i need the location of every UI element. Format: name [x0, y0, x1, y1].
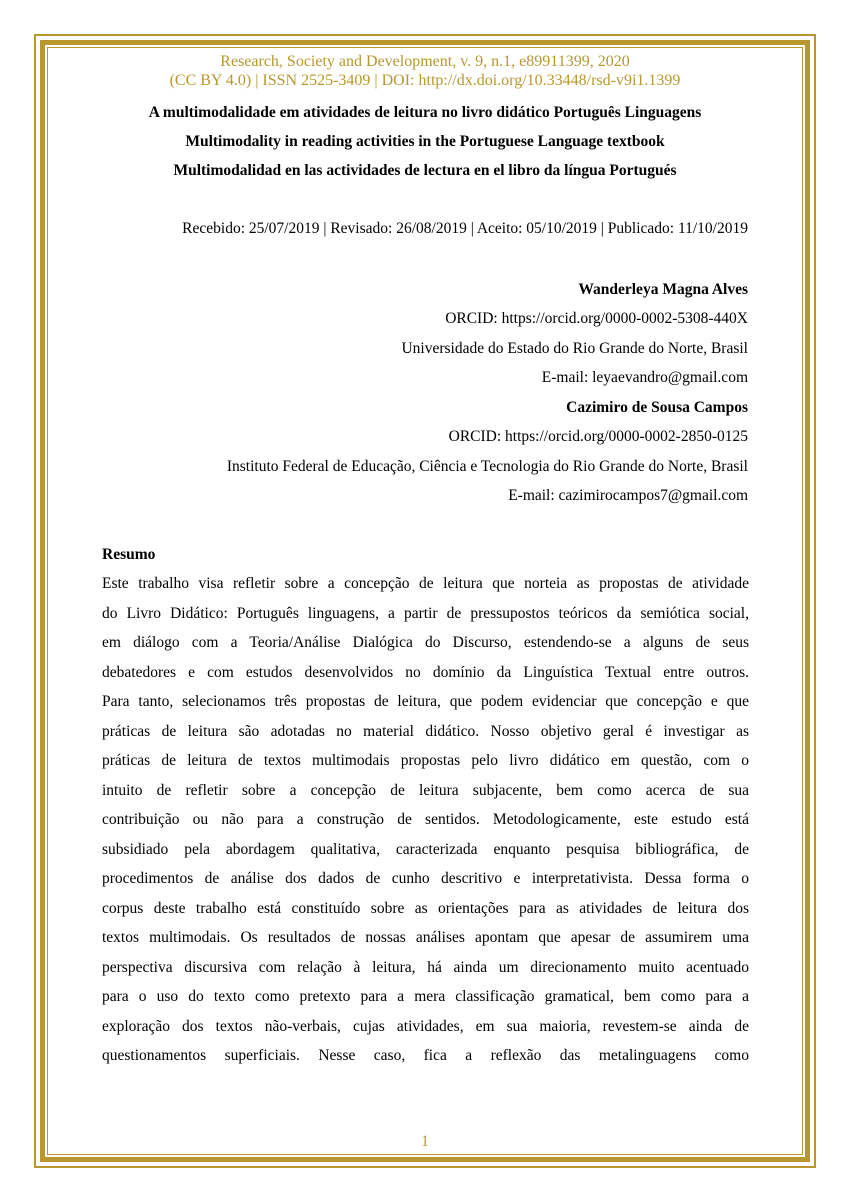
abstract-line: subsidiado pela abordagem qualitativa, caracterizada enquanto pesquisa bibliográfica, de	[102, 840, 749, 858]
author-1-affiliation: Universidade do Estado do Rio Grande do Norte, Brasil	[401, 340, 748, 357]
author-2-email: E-mail: cazimirocampos7@gmail.com	[508, 487, 748, 504]
author-2-orcid: ORCID: https://orcid.org/0000-0002-2850-0125	[448, 428, 748, 445]
abstract-line: do Livro Didático: Português linguagens, a partir de pressupostos teóricos da semiótica social,	[102, 604, 749, 622]
abstract-line: práticas de leitura de textos multimodais propostas pelo livro didático em questão, com o	[102, 752, 749, 769]
author-1-name: Wanderleya Magna Alves	[578, 281, 748, 298]
abstract-line: debatedores e com estudos desenvolvidos no domínio da Linguística Textual entre outros.	[102, 663, 749, 681]
abstract-line: para o uso do texto como pretexto para a mera classificação gramatical, bem como para a	[102, 988, 749, 1005]
title-portuguese: A multimodalidade em atividades de leitura no livro didático Português Linguagens	[148, 104, 702, 121]
abstract-line: textos multimodais. Os resultados de nossas análises apontam que apesar de assumirem uma	[102, 929, 749, 946]
author-2-name: Cazimiro de Sousa Campos	[566, 399, 748, 416]
abstract-line: contribuição ou não para a construção de sentidos. Metodologicamente, este estudo está	[102, 811, 749, 828]
abstract-line: Para tanto, selecionamos três propostas de leitura, que podem evidenciar que concepção e que	[102, 693, 749, 710]
journal-header-line2: (CC BY 4.0) | ISSN 2525-3409 | DOI: http://dx.doi.org/10.33448/rsd-v9i1.1399	[169, 72, 681, 89]
abstract-line: práticas de leitura são adotadas no material didático. Nosso objetivo geral é investigar as	[102, 722, 749, 740]
abstract-body	[102, 569, 749, 1071]
abstract-heading: Resumo	[102, 546, 156, 563]
title-spanish: Multimodalidad en las actividades de lectura en el libro da língua Portugués	[173, 162, 677, 179]
page-number: 1	[421, 1133, 429, 1150]
abstract-line: Este trabalho visa refletir sobre a concepção de leitura que norteia as propostas de atividade	[102, 575, 749, 592]
author-1-orcid: ORCID: https://orcid.org/0000-0002-5308-440X	[445, 310, 748, 327]
abstract-line: intuito de refletir sobre a concepção de leitura subjacente, bem como acerca de sua	[102, 781, 749, 799]
title-english: Multimodality in reading activities in the Portuguese Language textbook	[185, 133, 665, 150]
author-1-email: E-mail: leyaevandro@gmail.com	[541, 369, 748, 386]
abstract-line: perspectiva discursiva com relação à leitura, há ainda um direcionamento muito acentuado	[102, 958, 749, 976]
abstract-line: corpus deste trabalho está constituído sobre as orientações para as atividades de leitura dos	[102, 899, 749, 917]
submission-dates: Recebido: 25/07/2019 | Revisado: 26/08/2019 | Aceito: 05/10/2019 | Publicado: 11/10/2019	[182, 220, 748, 237]
abstract-line: exploração dos textos não-verbais, cujas atividades, em sua maioria, revestem-se ainda de	[102, 1017, 749, 1035]
journal-header-line1: Research, Society and Development, v. 9, n.1, e89911399, 2020	[220, 53, 630, 70]
author-2-affiliation: Instituto Federal de Educação, Ciência e Tecnologia do Rio Grande do Norte, Brasil	[226, 458, 748, 475]
abstract-line: em diálogo com a Teoria/Análise Dialógica do Discurso, estendendo-se a alguns de seus	[102, 634, 749, 651]
abstract-line: procedimentos de análise dos dados de cunho descritivo e interpretativista. Dessa forma o	[102, 870, 749, 887]
abstract-line: questionamentos superficiais. Nesse caso, fica a reflexão das metalinguagens como	[102, 1047, 749, 1064]
